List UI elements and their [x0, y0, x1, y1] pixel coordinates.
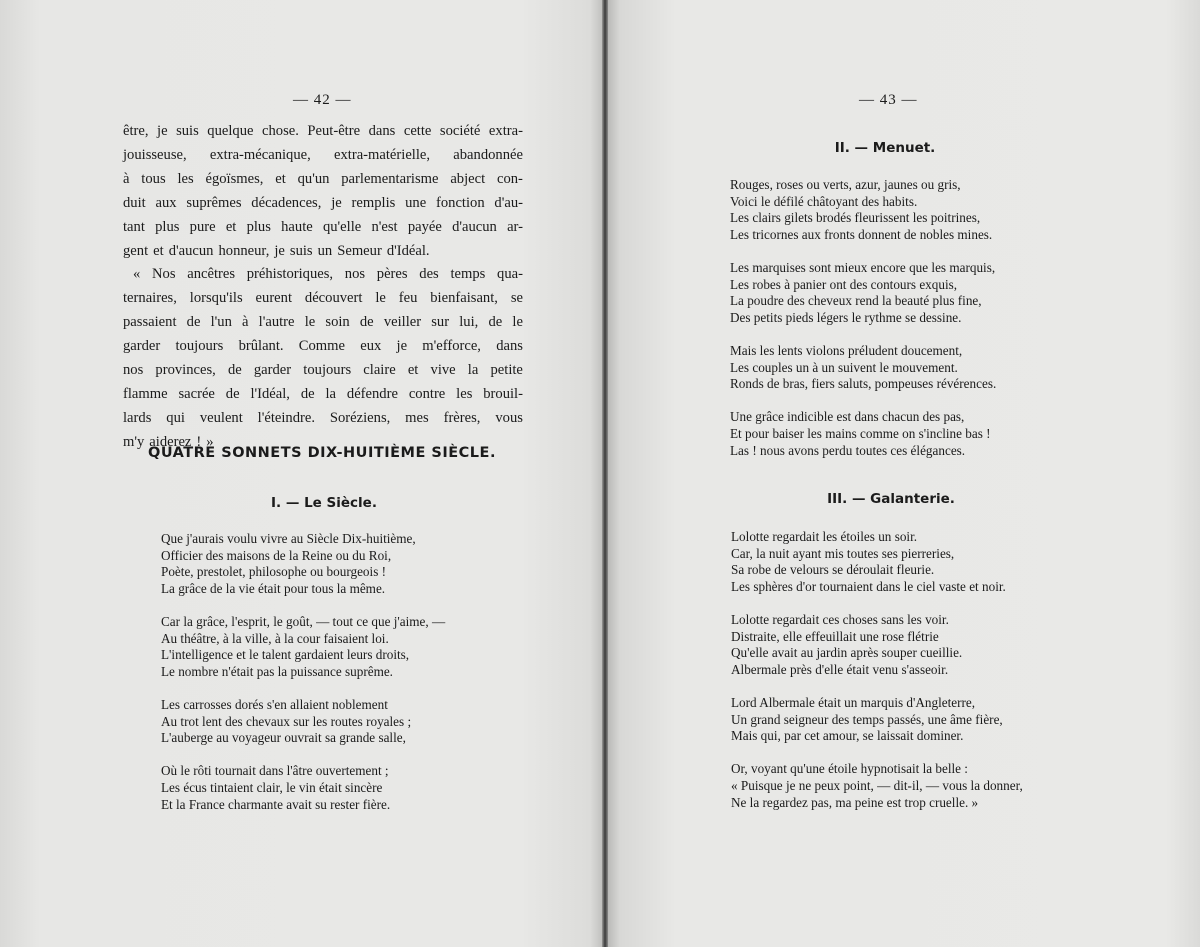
verse-line: Le nombre n'était pas la puissance suprême.: [161, 663, 393, 679]
verse-line: Un grand seigneur des temps passés, une âme fière,: [731, 711, 1003, 727]
verse-line: Au trot lent des chevaux sur les routes royales ;: [161, 713, 412, 729]
word: Peut-être: [307, 123, 361, 139]
verse-line: Car la grâce, l'esprit, le goût, — tout ce que j'aime, —: [161, 613, 446, 629]
word: qu'un: [297, 170, 330, 187]
verse-line: Lord Albermale était un marquis d'Angleterre,: [731, 694, 976, 710]
stanza: [730, 177, 996, 243]
stanza: [730, 409, 996, 459]
page-number: — 43 —: [859, 92, 918, 108]
word: et: [153, 242, 164, 259]
verse-line: Au théâtre, à la ville, à la cour faisaient loi.: [161, 630, 389, 646]
word: !: [196, 433, 202, 450]
word: toujours: [303, 362, 352, 379]
word: je: [157, 123, 168, 139]
word: Comme: [298, 338, 345, 355]
word: garder: [123, 338, 161, 355]
verse-line: Que j'aurais voulu vivre au Siècle Dix-huitième,: [161, 531, 416, 546]
word: gent: [123, 242, 149, 259]
prose-line: [123, 359, 523, 383]
stanza: [730, 260, 996, 326]
verse-line: Poète, prestolet, philosophe ou bourgeois !: [161, 564, 387, 580]
word: dans: [368, 123, 396, 139]
word: »: [206, 433, 214, 450]
sonnet-galanterie: [731, 529, 1023, 828]
verse-line: L'auberge au voyageur ouvrait sa grande salle,: [161, 730, 406, 746]
word: haute: [281, 218, 313, 235]
section-title: QUATRE SONNETS DIX-HUITIÈME SIÈCLE.: [148, 445, 496, 461]
word: d'Idéal.: [386, 242, 430, 259]
verse-line: Les couples un à un suivent le mouvement.: [730, 359, 958, 375]
prose-line: [123, 192, 523, 216]
word: remplis: [351, 194, 396, 211]
word: nos: [123, 362, 144, 379]
word: jouisseuse,: [123, 146, 187, 163]
verse-line: Où le rôti tournait dans l'âtre ouvertement ;: [161, 763, 389, 779]
word: de: [227, 362, 242, 379]
prose-paragraphs: [123, 120, 523, 455]
verse-line: Les robes à panier ont des contours exquis,: [730, 276, 958, 292]
prose-line: [123, 240, 523, 264]
prose-line: [123, 407, 523, 431]
word: décadences,: [251, 194, 322, 211]
word: plus: [155, 218, 180, 235]
verse-line: La grâce de la vie était pour tous la même.: [161, 580, 386, 596]
verse-line: Des petits pieds légers le rythme se dessine.: [730, 309, 962, 325]
word: parlementarisme: [341, 170, 439, 187]
word: abandonnée: [453, 146, 523, 163]
word: l'Idéal,: [250, 385, 290, 402]
verse-line: Qu'elle avait au jardin après souper cueillie.: [731, 645, 963, 661]
verse-line: Voici le défilé châtoyant des habits.: [730, 193, 918, 209]
word: je: [274, 242, 285, 259]
verse-line: Las ! nous avons perdu toutes ces élégances.: [730, 442, 966, 458]
verse-line: Les écus tintaient clair, le vin était sincère: [161, 779, 383, 795]
word: quelque: [207, 123, 254, 139]
verse-line: L'intelligence et le talent gardaient leurs droits,: [161, 647, 410, 663]
word: ternaires,: [123, 290, 177, 307]
word: qu'elle: [322, 218, 362, 235]
word: de: [359, 314, 374, 331]
verse-line: La poudre des cheveux rend la beauté plus fine,: [730, 293, 982, 309]
word: sur: [431, 314, 450, 331]
word: m'efforce,: [422, 338, 481, 355]
prose-line: [123, 216, 523, 240]
word: qua-: [497, 266, 523, 283]
word: le: [304, 314, 316, 331]
stanza: [161, 763, 445, 813]
prose-line: [123, 168, 523, 192]
word: temps: [450, 266, 486, 283]
stanza: [161, 531, 445, 597]
prose-line: [123, 120, 523, 144]
word: petite: [490, 362, 523, 379]
word: qui: [166, 409, 185, 426]
word: cette: [403, 123, 432, 139]
word: les: [177, 170, 194, 187]
prose-line: [123, 263, 523, 287]
sonnet-menuet: [730, 177, 996, 476]
word: l'autre: [258, 314, 295, 331]
word: l'un: [210, 314, 232, 331]
sonnet-title: I. — Le Siècle.: [271, 495, 377, 511]
verse-line: Distraite, elle effeuillait une rose flétrie: [731, 628, 939, 644]
word: préhistoriques,: [246, 266, 334, 283]
word: aux: [155, 194, 177, 211]
prose-line: [123, 383, 523, 407]
word: le: [375, 290, 386, 307]
sonnet-title: III. — Galanterie.: [827, 491, 955, 507]
verse-line: Les tricornes aux fronts donnent de nobles mines.: [730, 226, 993, 242]
verse-line: Les marquises sont mieux encore que les marquis,: [730, 259, 996, 275]
word: tous: [141, 170, 166, 187]
verse-line: « Puisque je ne peux point, — dit-il, — vous la donner,: [731, 777, 1023, 793]
word: honneur,: [218, 242, 270, 259]
word: m'y: [123, 433, 145, 450]
word: de: [225, 385, 240, 402]
word: «: [133, 266, 141, 283]
word: d'aucun: [452, 218, 497, 235]
word: et: [275, 170, 286, 187]
word: un: [317, 242, 333, 259]
sonnet-le-siecle: [161, 531, 445, 830]
word: d'au-: [494, 194, 523, 211]
word: payée: [407, 218, 442, 235]
word: provinces,: [155, 362, 216, 379]
word: la: [467, 362, 479, 379]
word: suprêmes: [186, 194, 242, 211]
verse-line: Car, la nuit ayant mis toutes ses pierreries,: [731, 545, 955, 561]
page-number: — 42 —: [293, 92, 352, 108]
word: je: [331, 194, 342, 211]
stanza: [730, 343, 996, 393]
word: dans: [496, 338, 523, 355]
word: duit: [123, 194, 146, 211]
word: de: [488, 314, 503, 331]
word: toujours: [175, 338, 224, 355]
word: tant: [123, 218, 145, 235]
word: garder: [253, 362, 292, 379]
verse-line: Ne la regardez pas, ma peine est trop cruelle. »: [731, 794, 979, 810]
word: et: [407, 362, 419, 379]
word: veiller: [383, 314, 422, 331]
prose-line: [123, 335, 523, 359]
prose-line: [123, 311, 523, 335]
word: plus: [246, 218, 271, 235]
word: lards: [123, 409, 152, 426]
word: à: [242, 314, 249, 331]
verse-line: Albermale près d'elle était venu s'asseoir.: [731, 661, 949, 677]
word: con-: [496, 170, 523, 187]
word: aiderez: [149, 433, 192, 450]
word: société: [439, 123, 481, 139]
word: Soréziens,: [329, 409, 391, 426]
word: extra-matérielle,: [334, 146, 431, 163]
word: je: [396, 338, 408, 355]
word: extra-: [488, 123, 523, 139]
verse-line: Or, voyant qu'une étoile hypnotisait la belle :: [731, 761, 968, 777]
word: bienfaisant,: [430, 290, 498, 307]
verse-line: Une grâce indicible est dans chacun des pas,: [730, 409, 965, 425]
word: défendre: [346, 385, 398, 402]
stanza: [161, 697, 445, 747]
word: ar-: [507, 218, 523, 235]
right-page: [606, 0, 1200, 947]
word: vous: [495, 409, 523, 426]
word: égoïsmes,: [205, 170, 264, 187]
word: pères: [376, 266, 408, 283]
verse-line: Les sphères d'or tournaient dans le ciel vaste et noir.: [731, 578, 1006, 594]
word: de: [300, 385, 315, 402]
word: et: [225, 218, 237, 235]
verse-line: Lolotte regardait les étoiles un soir.: [731, 529, 918, 544]
stanza: [731, 612, 1023, 678]
word: Nos: [152, 266, 176, 283]
verse-line: Mais qui, par cet amour, se laissait dominer.: [731, 728, 964, 744]
verse-line: Rouges, roses ou verts, azur, jaunes ou gris,: [730, 177, 961, 192]
stanza: [161, 614, 445, 680]
verse-line: Les carrosses dorés s'en allaient noblement: [161, 696, 388, 712]
word: mes: [405, 409, 429, 426]
word: contre: [408, 385, 446, 402]
word: abject: [450, 170, 486, 187]
sonnet-title: II. — Menuet.: [834, 140, 936, 156]
word: Semeur: [337, 242, 382, 259]
word: extra-mécanique,: [209, 146, 311, 163]
word: la: [325, 385, 337, 402]
word: des: [419, 266, 439, 283]
word: feu: [398, 290, 418, 307]
word: à: [123, 170, 130, 187]
word: frères,: [443, 409, 481, 426]
word: découvert: [304, 290, 363, 307]
word: de: [186, 314, 201, 331]
word: l'éteindre.: [257, 409, 315, 426]
word: flamme: [123, 385, 168, 402]
verse-line: Les clairs gilets brodés fleurissent les poitrines,: [730, 210, 981, 226]
book-gutter: [602, 0, 608, 947]
word: d'aucun: [168, 242, 214, 259]
word: ancêtres: [187, 266, 236, 283]
verse-line: Et la France charmante avait su rester fière.: [161, 796, 391, 812]
word: lorsqu'ils: [189, 290, 243, 307]
word: le: [512, 314, 523, 331]
verse-line: Lolotte regardait ces choses sans les voir.: [731, 611, 949, 627]
word: lui,: [459, 314, 479, 331]
word: être,: [123, 123, 149, 139]
word: chose.: [262, 123, 299, 139]
word: claire: [363, 362, 396, 379]
verse-line: Ronds de bras, fiers saluts, pompeuses révérences.: [730, 376, 997, 392]
word: eurent: [255, 290, 293, 307]
word: passaient: [123, 314, 177, 331]
word: nos: [344, 266, 366, 283]
verse-line: Et pour baiser les mains comme on s'incline bas !: [730, 425, 991, 441]
word: vive: [430, 362, 456, 379]
word: suis: [289, 242, 313, 259]
word: les: [456, 385, 473, 402]
word: brouil-: [483, 385, 523, 402]
stanza: [731, 695, 1023, 745]
prose-line: [123, 287, 523, 311]
verse-line: Officier des maisons de la Reine ou du Roi,: [161, 547, 392, 563]
word: veulent: [199, 409, 243, 426]
word: n'est: [371, 218, 398, 235]
word: eux: [360, 338, 382, 355]
word: suis: [176, 123, 199, 139]
stanza: [731, 529, 1023, 595]
prose-line: [123, 144, 523, 168]
word: sacrée: [178, 385, 215, 402]
word: brûlant.: [238, 338, 284, 355]
verse-line: Sa robe de velours se déroulait fleurie.: [731, 562, 935, 578]
verse-line: Mais les lents violons préludent doucement,: [730, 342, 963, 358]
word: fonction: [435, 194, 485, 211]
word: se: [510, 290, 523, 307]
word: soin: [325, 314, 350, 331]
word: une: [405, 194, 427, 211]
word: pure: [189, 218, 216, 235]
stanza: [731, 761, 1023, 811]
